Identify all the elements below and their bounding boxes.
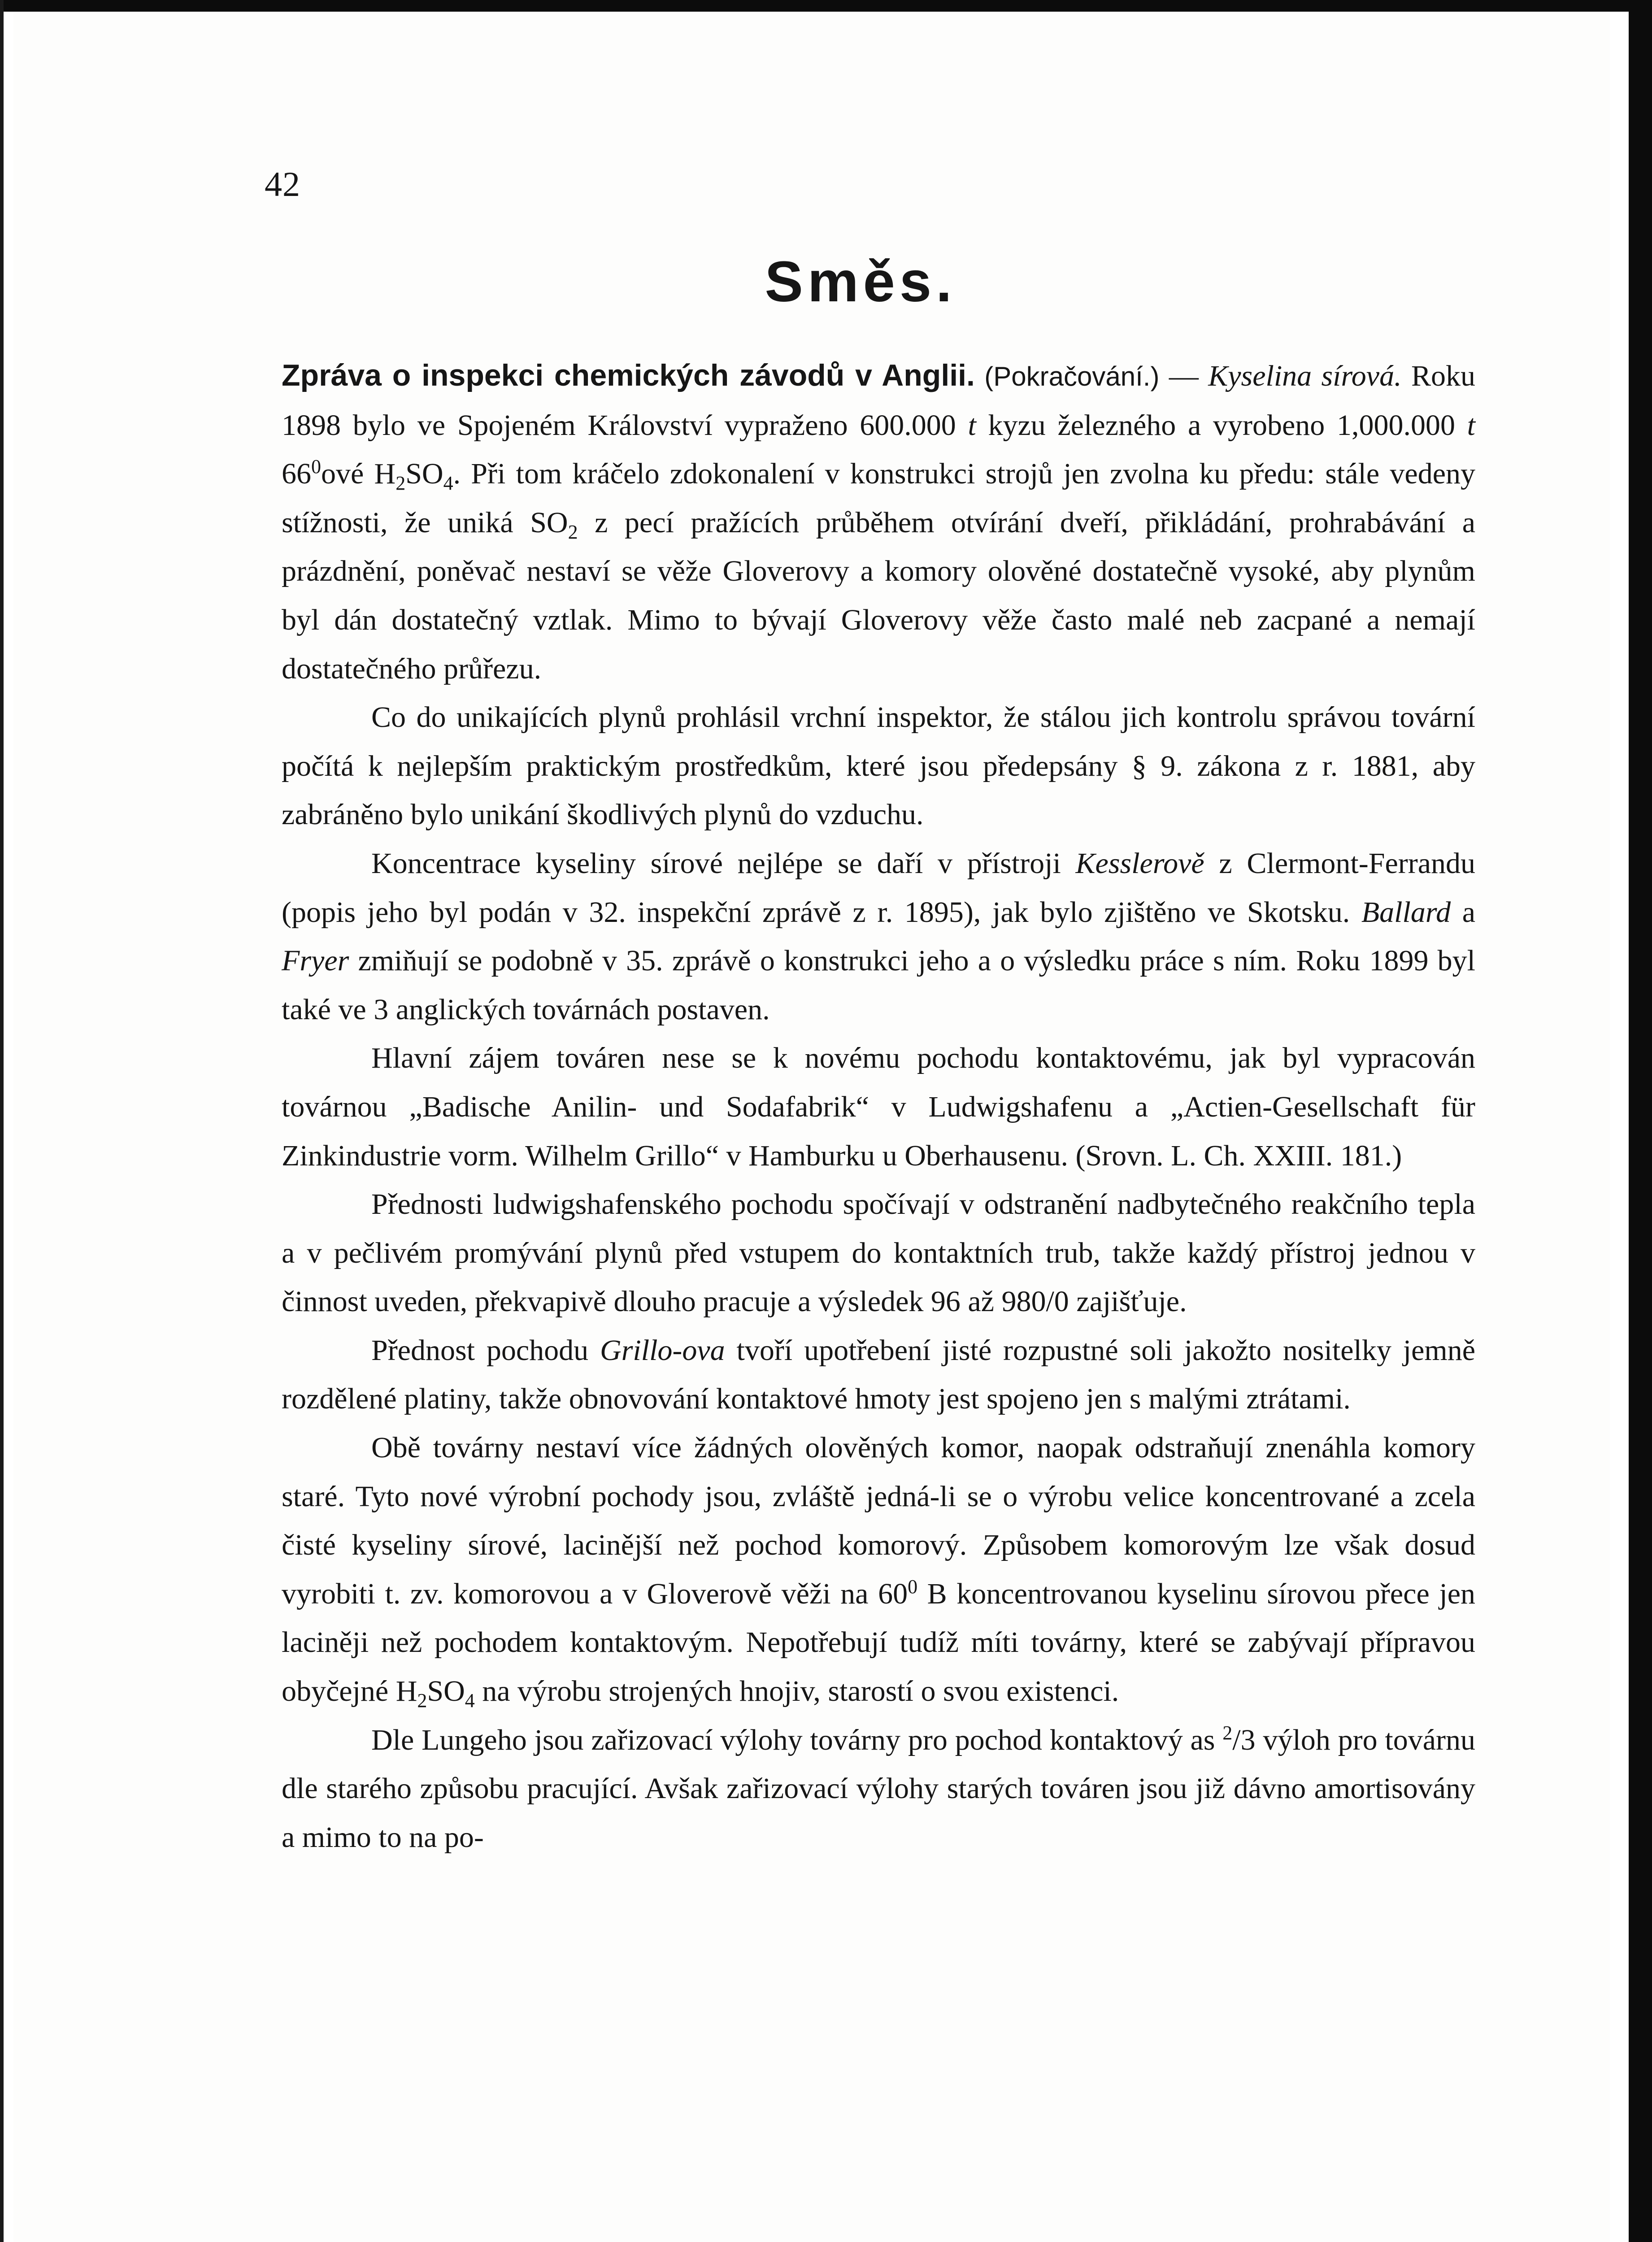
paragraph-text: Dle Lungeho jsou zařizovací výlohy továrny pro pochod kontaktový as: [371, 1723, 1223, 1756]
name-fryer: Fryer: [282, 944, 349, 978]
paragraph-text: tvoří upotřebení jisté rozpustné soli jakožto nositelky jemně rozdělené platiny, takže obnovování kontaktové hmoty jest spojeno jen s malými ztrátami.: [282, 1334, 1476, 1416]
paragraph-text: 66: [282, 457, 311, 491]
scan-border-top: [0, 0, 1652, 12]
paragraph-text: kyzu železného a vyrobeno 1,000.000: [976, 408, 1467, 442]
degree-mark: 0: [311, 456, 321, 478]
name-ballard: Ballard: [1361, 895, 1451, 929]
paragraph-text: B koncentrovanou kyselinu sírovou přece jen laciněji než pochodem kontaktovým. Nepotřebují tudíž míti továrny, které se zabývají přípravou obyčejné H: [282, 1577, 1475, 1708]
scan-border-left: [0, 0, 4, 2242]
paragraph-1: [282, 351, 1475, 693]
continuation-note: (Pokračování.): [984, 361, 1160, 391]
paragraph-text: . Při tom kráčelo zdokonalení v konstrukci strojů jen zvolna ku předu: stále vedeny stížnosti, že uniká SO: [282, 457, 1475, 539]
unit-tonnes: t: [968, 408, 976, 442]
name-kessler: Kesslerově: [1075, 847, 1204, 880]
percent-sign: 0/0: [1031, 1285, 1069, 1318]
paragraph-text: na výrobu strojených hnojiv, starostí o svou existenci.: [474, 1675, 1119, 1708]
unit-tonnes: t: [1467, 408, 1475, 442]
paragraph-text: z Clermont-Ferrandu (popis jeho byl podán v 32. inspekční zprávě z r. 1895), jak bylo zjištěno ve Skotsku.: [282, 847, 1475, 929]
paragraph-text: SO: [405, 457, 443, 491]
paragraph-text: Obě továrny nestaví více žádných olověných komor, naopak odstraňují znenáhla komory staré. Tyto nové výrobní pochody jsou, zvláště jedná-li se o výrobu velice koncentrované a zcela čisté kyseliny sírové, lacinější než pochod komorový. Způsobem komorovým lze však dosud vyrobiti t. zv. komorovou a v Gloverově věži na 60: [282, 1431, 1475, 1610]
paragraph-text: zmiňují se podobně v 35. zprávě o konstrukci jeho a o výsledku práce s ním. Roku 1899 byl také ve 3 anglických továrnách postaven.: [282, 944, 1475, 1026]
paragraph-6: [282, 1326, 1475, 1424]
paragraph-text: výloh pro továrnu dle starého způsobu pracující. Avšak zařizovací výlohy starých továren jsou již dávno amortisovány a mimo to na po-: [282, 1723, 1475, 1854]
title-dash: —: [1159, 360, 1209, 392]
page-number: 42: [265, 165, 300, 204]
paragraph-text: zajišťuje.: [1069, 1285, 1187, 1318]
paragraph-text: SO: [427, 1675, 465, 1708]
subscript: 2: [396, 472, 406, 495]
degree-mark: 0: [908, 1575, 918, 1598]
fraction-denominator: /3: [1232, 1723, 1256, 1756]
name-grillo: Grillo-ova: [600, 1334, 725, 1367]
paragraph-text: Koncentrace kyseliny sírové nejlépe se daří v přístroji: [371, 847, 1076, 880]
article-subtitle: Kyselina sírová.: [1208, 360, 1402, 392]
space: [975, 360, 984, 392]
subscript: 2: [568, 521, 578, 543]
paragraph-text: Přednosti ludwigshafenského pochodu spočívají v odstranění nadbytečného reakčního tepla a v pečlivém promývání plynů před vstupem do kontaktních trub, takže každý přístroj jednou v činnost uveden, překvapivě dlouho pracuje a výsledek 96 až 98: [282, 1188, 1475, 1318]
fraction-numerator: 2: [1222, 1721, 1233, 1744]
paragraph-8: [282, 1716, 1475, 1862]
section-heading: Směs.: [765, 250, 956, 314]
paragraph-3: [282, 839, 1475, 1034]
paragraph-7: [282, 1424, 1475, 1716]
paragraph-text: Roku 1898 bylo ve Spojeném Království vypraženo 600.000: [282, 360, 1475, 442]
subscript: 2: [417, 1690, 427, 1712]
paragraph-4: Hlavní zájem továren nese se k novému pochodu kontaktovému, jak byl vypracován továrnou „Badische Anilin- und Sodafabrik“ v Ludwigshafenu a „Actien-Gesellschaft für Zinkindustrie vorm. Wilhelm Grillo“ v Hamburku u Oberhausenu. (Srovn. L. Ch. XXIII. 181.): [282, 1042, 1475, 1172]
paragraph-2: Co do unikajících plynů prohlásil vrchní inspektor, že stálou jich kontrolu správou tovární počítá k nejlepším praktickým prostředkům, které jsou předepsány § 9. zákona z r. 1881, aby zabráněno bylo unikání škodlivých plynů do vzduchu.: [282, 701, 1475, 831]
article-body: [282, 351, 1475, 1862]
subscript: 4: [465, 1690, 475, 1712]
paragraph-text: a: [1451, 895, 1476, 929]
paragraph-text: Přednost pochodu: [371, 1334, 600, 1367]
paragraph-text: z pecí pražících průběhem otvírání dveří, přikládání, prohrabávání a prázdnění, poněvač nestaví se věže Gloverovy a komory olověné dostatečně vysoké, aby plynům byl dán dostatečný vztlak. Mimo to bývají Gloverovy věže často malé neb zacpané a nemají dostatečného průřezu.: [282, 506, 1475, 685]
subscript: 4: [443, 472, 453, 495]
paragraph-text: ové H: [321, 457, 396, 491]
article-title: Zpráva o inspekci chemických závodů v Anglii.: [282, 358, 975, 392]
paragraph-5: [282, 1180, 1475, 1326]
scan-border-right: [1629, 0, 1652, 2242]
